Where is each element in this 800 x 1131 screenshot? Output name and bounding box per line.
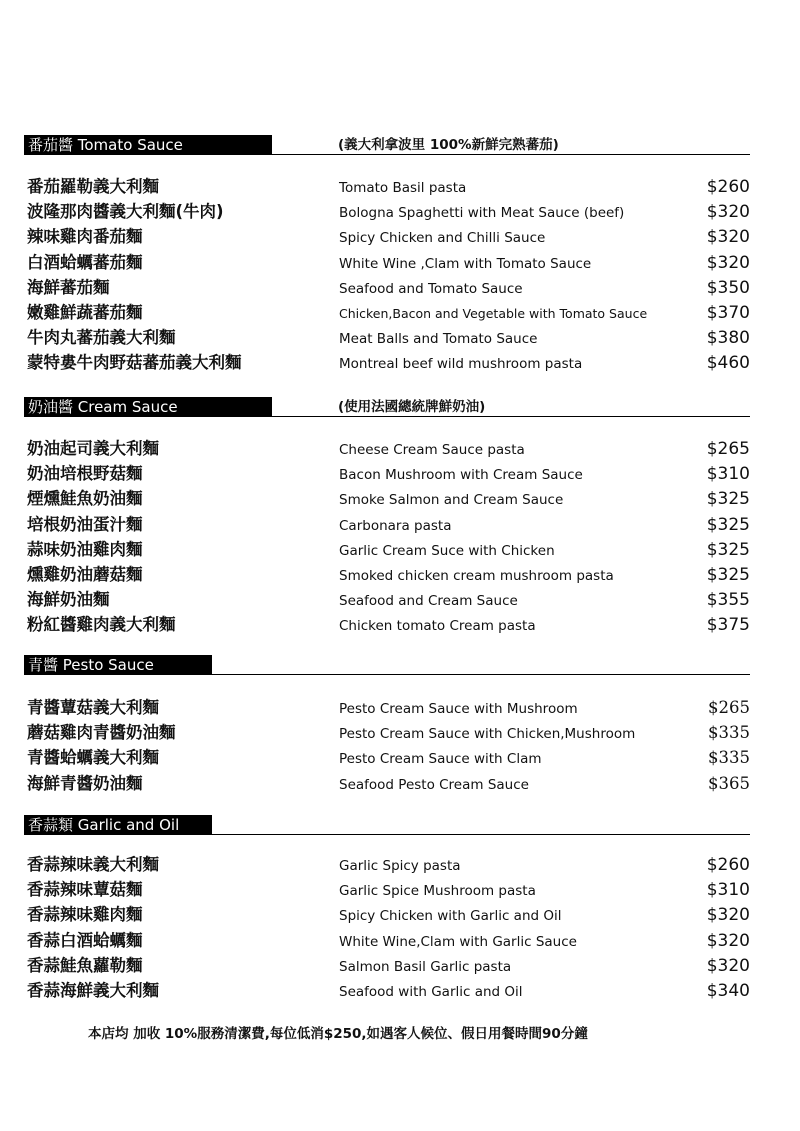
dish-price: $265 xyxy=(706,439,750,459)
dish-price: $320 xyxy=(706,202,750,223)
menu-item xyxy=(24,513,750,538)
section-divider xyxy=(24,154,750,155)
dish-price: $365 xyxy=(708,773,750,793)
menu-item xyxy=(24,301,750,326)
menu-item xyxy=(24,721,750,746)
menu-item xyxy=(24,462,750,487)
menu-item xyxy=(24,929,750,954)
dish-name-zh: 香蒜辣味蕈菇麵 xyxy=(27,880,143,900)
dish-name-zh: 粉紅醬雞肉義大利麵 xyxy=(27,615,176,635)
dish-name-en: Garlic Cream Suce with Chicken xyxy=(339,542,555,559)
dish-name-en: Seafood with Garlic and Oil xyxy=(339,983,523,1000)
dish-name-en: Smoked chicken cream mushroom pasta xyxy=(339,567,614,584)
section-note: (義大利拿波里 100%新鮮完熟蕃茄) xyxy=(338,137,559,153)
dish-name-en: Montreal beef wild mushroom pasta xyxy=(339,356,583,373)
menu-item xyxy=(24,878,750,903)
section-divider xyxy=(24,416,750,417)
menu-list xyxy=(24,696,750,797)
dish-price: $370 xyxy=(706,302,750,323)
dish-price: $325 xyxy=(706,539,750,560)
dish-price: $380 xyxy=(706,328,750,349)
menu-item xyxy=(24,563,750,588)
dish-price: $320 xyxy=(706,252,750,273)
dish-price: $310 xyxy=(706,880,750,901)
menu-item xyxy=(24,979,750,1004)
dish-name-zh: 香蒜鮭魚蘿勒麵 xyxy=(27,955,143,975)
dish-price: $325 xyxy=(706,514,750,535)
dish-name-en: Bacon Mushroom with Cream Sauce xyxy=(339,467,583,484)
dish-price: $325 xyxy=(706,564,750,585)
dish-name-zh: 香蒜白酒蛤蠣麵 xyxy=(27,930,143,950)
dish-name-zh: 嫩雞鮮蔬蕃茄麵 xyxy=(27,302,143,322)
dish-name-zh: 燻雞奶油蘑菇麵 xyxy=(27,564,143,584)
dish-name-zh: 辣味雞肉番茄麵 xyxy=(27,227,143,247)
section-tomato-sauce xyxy=(24,135,750,374)
menu-item xyxy=(24,225,750,250)
dish-name-en: Seafood and Tomato Sauce xyxy=(339,280,523,297)
dish-name-zh: 香蒜辣味義大利麵 xyxy=(27,855,159,874)
menu-item xyxy=(24,588,750,613)
menu-item xyxy=(24,746,750,771)
section-note: (使用法國總統牌鮮奶油) xyxy=(338,399,486,415)
section-divider xyxy=(24,674,750,675)
section-header xyxy=(24,135,750,157)
dish-price: $310 xyxy=(706,464,750,485)
dish-name-en: Bologna Spaghetti with Meat Sauce (beef) xyxy=(339,205,625,222)
menu-item xyxy=(24,251,750,276)
dish-name-en: Seafood and Cream Sauce xyxy=(339,593,518,610)
menu-item xyxy=(24,772,750,797)
dish-name-en: Spicy Chicken and Chilli Sauce xyxy=(339,230,546,247)
dish-name-zh: 白酒蛤蠣蕃茄麵 xyxy=(27,252,143,272)
dish-price: $355 xyxy=(706,590,750,611)
dish-name-zh: 煙燻鮭魚奶油麵 xyxy=(27,489,143,509)
dish-name-en: Carbonara pasta xyxy=(339,517,452,534)
menu-item xyxy=(24,487,750,512)
dish-name-zh: 青醬蛤蠣義大利麵 xyxy=(27,748,159,768)
dish-name-zh: 蒜味奶油雞肉麵 xyxy=(27,539,143,559)
dish-price: $320 xyxy=(706,930,750,951)
dish-name-en: Garlic Spicy pasta xyxy=(339,858,461,874)
menu-item xyxy=(24,276,750,301)
dish-name-en: Cheese Cream Sauce pasta xyxy=(339,442,525,458)
dish-name-zh: 培根奶油蛋汁麵 xyxy=(27,514,143,534)
menu-item xyxy=(24,326,750,351)
dish-name-zh: 牛肉丸蕃茄義大利麵 xyxy=(27,328,176,348)
dish-name-zh: 青醬蕈菇義大利麵 xyxy=(27,698,159,717)
service-charge-note: 本店均 加收 10%服務清潔費,每位低消$250,如遇客人候位、假日用餐時間90分鐘 xyxy=(88,1026,588,1042)
menu-item xyxy=(24,954,750,979)
dish-price: $320 xyxy=(706,905,750,926)
dish-price: $260 xyxy=(706,177,750,197)
dish-price: $260 xyxy=(706,855,750,875)
section-divider xyxy=(24,834,750,835)
dish-name-en: Pesto Cream Sauce with Clam xyxy=(339,751,542,768)
section-pesto-sauce xyxy=(24,655,750,793)
dish-name-en: Salmon Basil Garlic pasta xyxy=(339,958,512,975)
dish-price: $460 xyxy=(706,353,750,374)
section-header xyxy=(24,655,750,677)
dish-price: $335 xyxy=(708,723,750,743)
dish-name-zh: 香蒜辣味雞肉麵 xyxy=(27,905,143,925)
menu-item xyxy=(24,696,750,721)
dish-name-zh: 香蒜海鮮義大利麵 xyxy=(27,980,159,1000)
dish-name-en: White Wine,Clam with Garlic Sauce xyxy=(339,933,577,950)
menu-item xyxy=(24,175,750,200)
menu-item xyxy=(24,351,750,376)
dish-price: $340 xyxy=(706,980,750,1001)
section-title: 香蒜類 Garlic and Oil xyxy=(24,815,212,835)
dish-name-en: Meat Balls and Tomato Sauce xyxy=(339,331,538,348)
menu-list xyxy=(24,853,750,1004)
dish-name-zh: 奶油培根野菇麵 xyxy=(27,464,143,484)
section-cream-sauce xyxy=(24,397,750,636)
dish-price: $375 xyxy=(706,615,750,636)
dish-price: $320 xyxy=(706,955,750,976)
section-title: 奶油醬 Cream Sauce xyxy=(24,397,272,417)
menu-item xyxy=(24,437,750,462)
section-header xyxy=(24,815,750,837)
dish-name-en: Seafood Pesto Cream Sauce xyxy=(339,776,529,793)
dish-name-zh: 海鮮奶油麵 xyxy=(27,590,110,610)
dish-name-zh: 海鮮蕃茄麵 xyxy=(27,277,110,297)
dish-price: $320 xyxy=(706,227,750,248)
menu-item xyxy=(24,613,750,638)
dish-price: $325 xyxy=(706,489,750,510)
dish-name-en: White Wine ,Clam with Tomato Sauce xyxy=(339,255,592,272)
dish-price: $350 xyxy=(706,277,750,298)
dish-name-zh: 番茄羅勒義大利麵 xyxy=(27,177,159,196)
dish-name-zh: 蘑菇雞肉青醬奶油麵 xyxy=(27,723,176,743)
menu-list xyxy=(24,437,750,639)
dish-name-zh: 海鮮青醬奶油麵 xyxy=(27,773,143,793)
section-header xyxy=(24,397,750,419)
dish-name-zh: 波隆那肉醬義大利麵(牛肉) xyxy=(27,202,224,222)
section-title: 青醬 Pesto Sauce xyxy=(24,655,212,675)
dish-name-zh: 奶油起司義大利麵 xyxy=(27,439,159,458)
dish-name-en: Garlic Spice Mushroom pasta xyxy=(339,883,536,900)
dish-name-en: Spicy Chicken with Garlic and Oil xyxy=(339,908,562,925)
menu-item xyxy=(24,903,750,928)
menu-item xyxy=(24,853,750,878)
section-garlic-and-oil xyxy=(24,815,750,1001)
menu-item xyxy=(24,538,750,563)
section-title: 番茄醬 Tomato Sauce xyxy=(24,135,272,155)
dish-price: $335 xyxy=(708,748,750,768)
menu-item xyxy=(24,200,750,225)
dish-price: $265 xyxy=(708,698,750,717)
menu-list xyxy=(24,175,750,377)
dish-name-en: Chicken tomato Cream pasta xyxy=(339,618,536,635)
dish-name-en: Smoke Salmon and Cream Sauce xyxy=(339,492,564,509)
dish-name-en: Tomato Basil pasta xyxy=(339,180,467,196)
dish-name-zh: 蒙特婁牛肉野菇蕃茄義大利麵 xyxy=(27,353,242,373)
dish-name-en: Pesto Cream Sauce with Mushroom xyxy=(339,701,578,717)
dish-name-en: Chicken,Bacon and Vegetable with Tomato Sauce xyxy=(339,305,648,321)
dish-name-en: Pesto Cream Sauce with Chicken,Mushroom xyxy=(339,726,636,743)
